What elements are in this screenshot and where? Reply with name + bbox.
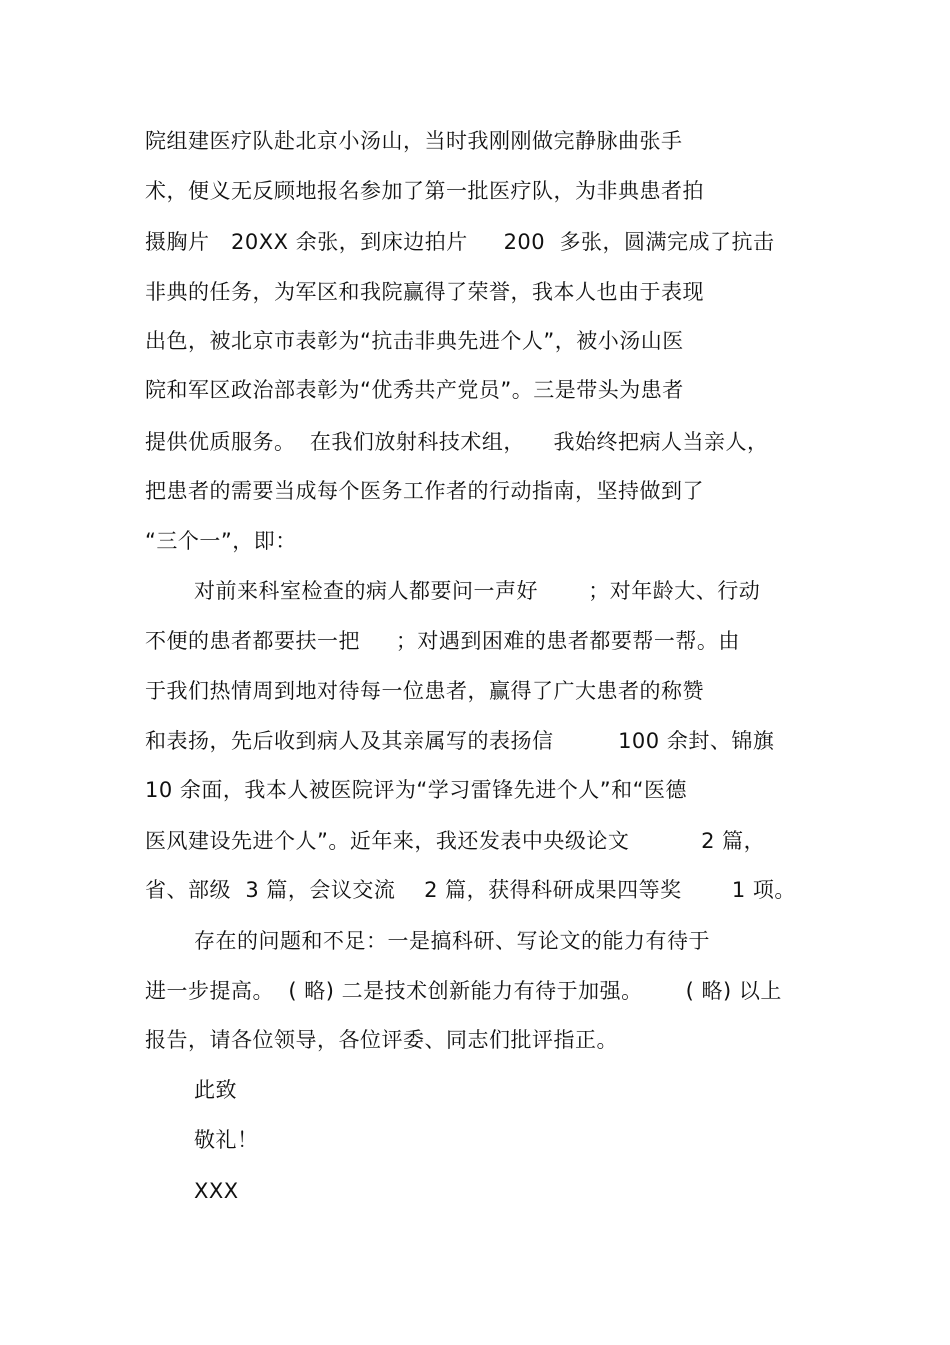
body-line-3: 摄胸片 20XX 余张，到床边拍片 200 多张，圆满完成了抗击 [145, 230, 775, 254]
paragraph-3-line-3: 报告，请各位领导，各位评委、同志们批评指正。 [145, 1028, 618, 1052]
body-line-4: 非典的任务，为军区和我院赢得了荣誉，我本人也由于表现 [145, 280, 704, 304]
paragraph-2-line-2: 不便的患者都要扶一把 ；对遇到困难的患者都要帮一帮。由 [145, 629, 740, 653]
closing-salutation: 此致 [194, 1078, 237, 1102]
body-line-8: 把患者的需要当成每个医务工作者的行动指南，坚持做到了 [145, 479, 704, 503]
paragraph-3-line-2: 进一步提高。 ( 略) 二是技术创新能力有待于加强。 ( 略) 以上 [145, 979, 782, 1003]
body-line-6: 院和军区政治部表彰为“优秀共产党员”。三是带头为患者 [145, 378, 684, 402]
closing-regards: 敬礼！ [194, 1128, 259, 1152]
body-line-2: 术，便义无反顾地报名参加了第一批医疗队，为非典患者拍 [145, 179, 704, 203]
paragraph-2-line-7: 省、部级 3 篇，会议交流 2 篇，获得科研成果四等奖 1 项。 [145, 878, 796, 902]
body-line-7: 提供优质服务。 在我们放射科技术组， 我始终把病人当亲人， [145, 430, 769, 454]
body-line-1: 院组建医疗队赴北京小汤山，当时我刚刚做完静脉曲张手 [145, 129, 683, 153]
paragraph-2-line-6: 医风建设先进个人”。近年来，我还发表中央级论文 2 篇， [145, 829, 766, 853]
body-line-9: “三个一”，即： [145, 529, 297, 553]
paragraph-2-line-5: 10 余面，我本人被医院评为“学习雷锋先进个人”和“医德 [145, 778, 688, 802]
paragraph-3-line-1: 存在的问题和不足：一是搞科研、写论文的能力有待于 [194, 929, 710, 953]
paragraph-2-line-3: 于我们热情周到地对待每一位患者，赢得了广大患者的称赞 [145, 679, 704, 703]
paragraph-2-line-1: 对前来科室检查的病人都要问一声好 ；对年龄大、行动 [194, 579, 761, 603]
paragraph-2-line-4: 和表扬，先后收到病人及其亲属写的表扬信 100 余封、锦旗 [145, 729, 775, 753]
body-line-5: 出色，被北京市表彰为“抗击非典先进个人”，被小汤山医 [145, 329, 684, 353]
signature-name: XXX [194, 1179, 239, 1203]
